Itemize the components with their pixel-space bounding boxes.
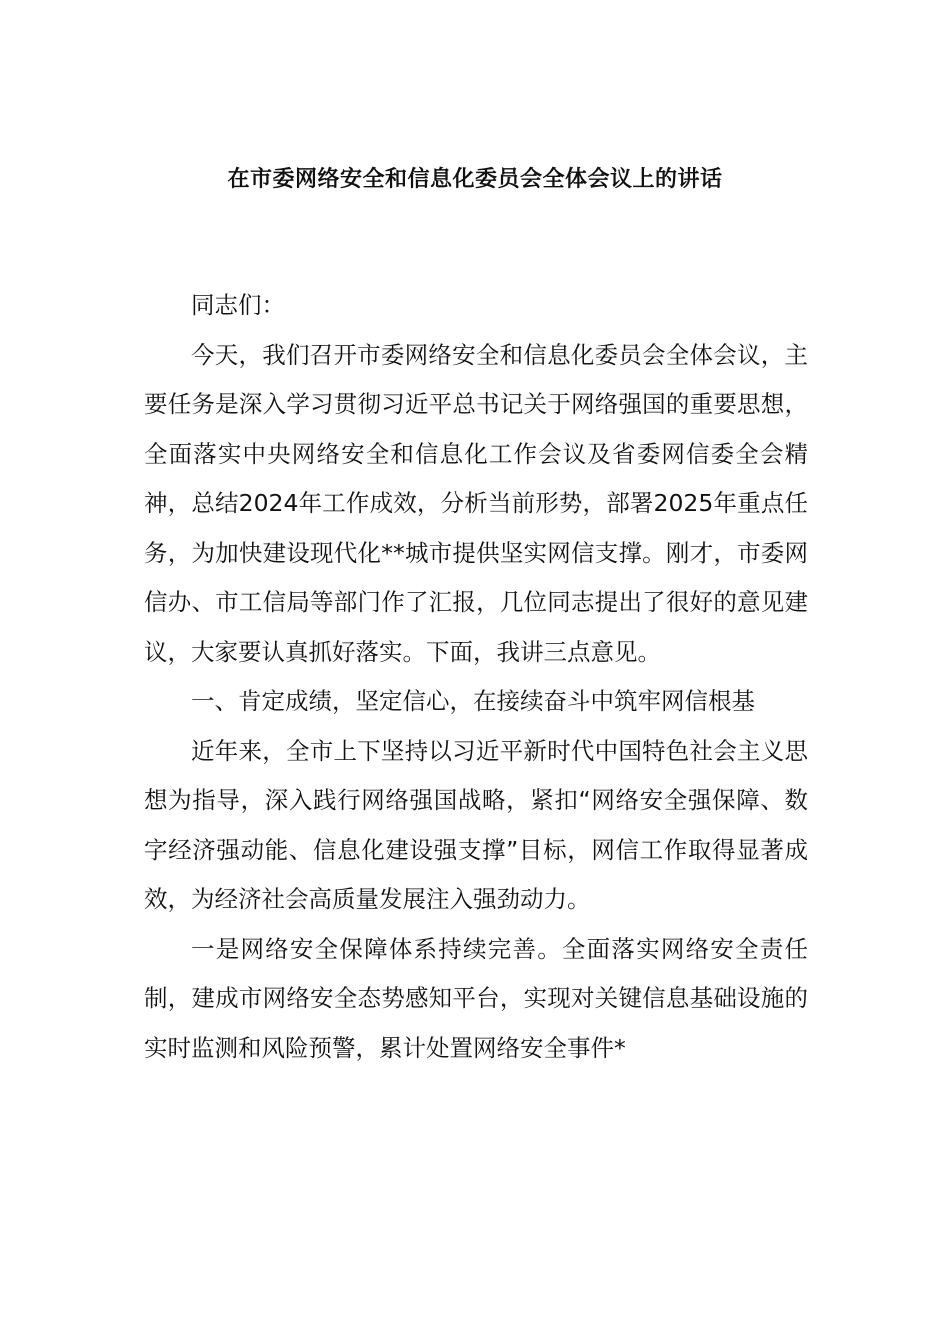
section-heading-one: 一、肯定成绩，坚定信心，在接续奋斗中筑牢网信根基: [191, 687, 755, 715]
paragraph-opening: 今天，我们召开市委网络安全和信息化委员会全体会议，主要任务是深入学习贯彻习近平总书记关于网络强国的重要思想，全面落实中央网络安全和信息化工作会议及省委网信委全会精神，总结2024年工作成效，分析当前形势，部署2025年重点任务，为加快建设现代化**城市提供坚实网信支撑。刚才，市委网信办、市工信局等部门作了汇报，几位同志提出了很好的意见建议，大家要认真抓好落实。下面，我讲三点意见。: [144, 340, 808, 666]
salutation: 同志们：: [191, 291, 285, 319]
paragraph-point-one: 一是网络安全保障体系持续完善。全面落实网络安全责任制，建成市网络安全态势感知平台，实现对关键信息基础设施的实时监测和风险预警，累计处置网络安全事件*: [144, 934, 808, 1062]
paragraph-achievements: 近年来，全市上下坚持以习近平新时代中国特色社会主义思想为指导，深入践行网络强国战略，紧扣“网络安全强保障、数字经济强动能、信息化建设强支撑”目标，网信工作取得显著成效，为经济社会高质量发展注入强劲动力。: [144, 736, 808, 913]
document-body: [144, 281, 808, 1073]
document-title: 在市委网络安全和信息化委员会全体会议上的讲话: [227, 167, 723, 192]
